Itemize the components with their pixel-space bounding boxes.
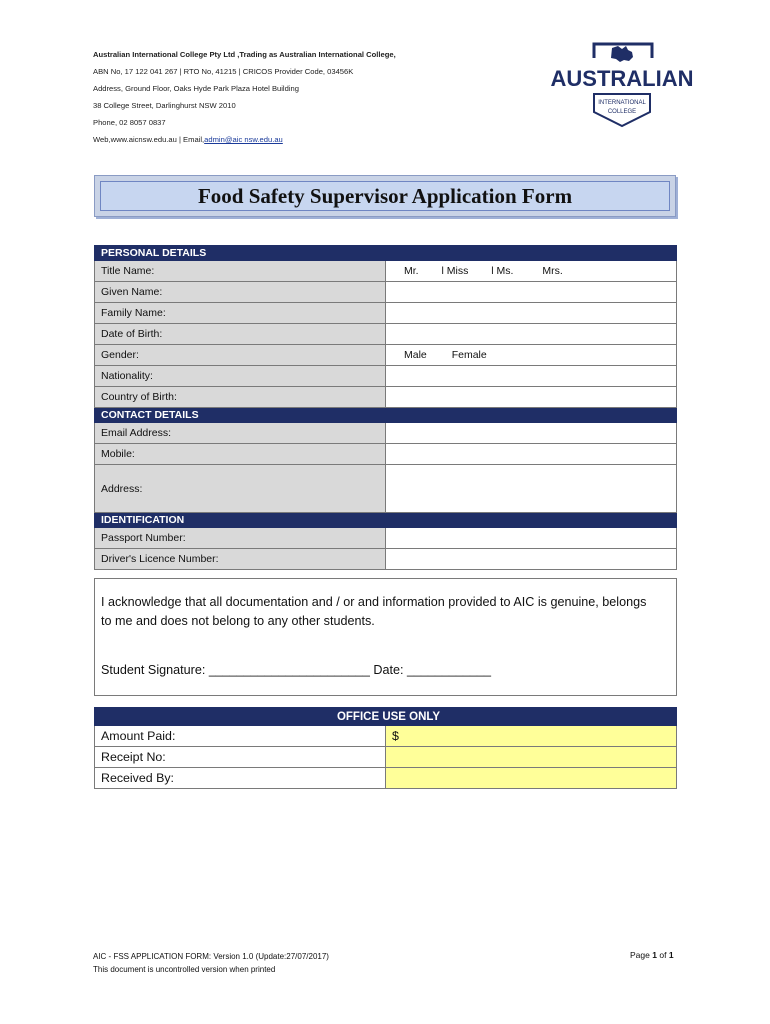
footer-version: AIC - FSS APPLICATION FORM: Version 1.0 (Update:27/07/2017) — [93, 952, 329, 961]
web-line — [93, 131, 396, 148]
email-link[interactable]: admin@aic nsw.edu.au — [204, 135, 283, 144]
title-option-ms[interactable]: l Ms. — [491, 265, 514, 277]
form-title-inner — [100, 181, 670, 211]
street-line: 38 College Street, Darlinghurst NSW 2010 — [93, 101, 236, 110]
office-use-table — [94, 707, 677, 789]
address-line: Address, Ground Floor, Oaks Hyde Park Plaza Hotel Building — [93, 84, 299, 93]
email-field[interactable] — [386, 423, 677, 444]
logo-sub-text-1: INTERNATIONAL — [598, 100, 646, 106]
address-field[interactable] — [386, 465, 677, 513]
email-label: Email Address: — [95, 423, 386, 444]
acknowledgement-box — [94, 578, 677, 696]
logo-main-text: AUSTRALIAN — [550, 66, 694, 91]
received-by-field[interactable] — [386, 768, 677, 789]
logo-sub-text-2: COLLEGE — [607, 109, 637, 115]
acknowledgement-text-1: I acknowledge that all documentation and / or and information provided to AIC is genuine, belongs — [101, 595, 647, 609]
passport-label: Passport Number: — [95, 528, 386, 549]
form-title: Food Safety Supervisor Application Form — [197, 183, 573, 208]
gender-option-female[interactable]: Female — [451, 349, 487, 361]
page-total: 1 — [668, 950, 674, 960]
country-birth-field[interactable] — [386, 387, 677, 408]
family-name-label: Family Name: — [95, 303, 386, 324]
footer-info — [93, 950, 329, 976]
company-name: Australian International College Pty Ltd ,Trading as Australian International College, — [93, 50, 396, 59]
receipt-no-label: Receipt No: — [95, 747, 386, 768]
gender-label: Gender: — [95, 345, 386, 366]
abn-line: ABN No, 17 122 041 267 | RTO No, 41215 | CRICOS Provider Code, 03456K — [93, 67, 354, 76]
section-contact: CONTACT DETAILS — [95, 408, 677, 423]
mobile-field[interactable] — [386, 444, 677, 465]
dob-label: Date of Birth: — [95, 324, 386, 345]
section-personal: PERSONAL DETAILS — [95, 246, 677, 261]
page-prefix: Page — [630, 950, 650, 960]
address-label: Address: — [95, 465, 386, 513]
nationality-label: Nationality: — [95, 366, 386, 387]
given-name-label: Given Name: — [95, 282, 386, 303]
given-name-field[interactable] — [386, 282, 677, 303]
web-text: Web,www.aicnsw.edu.au | Email, — [93, 135, 205, 144]
title-label: Title Name: — [95, 261, 386, 282]
receipt-no-field[interactable] — [386, 747, 677, 768]
details-table — [94, 245, 677, 570]
australia-map-icon — [611, 46, 633, 62]
college-logo — [544, 42, 700, 128]
licence-label: Driver's Licence Number: — [95, 549, 386, 570]
title-option-miss[interactable]: l Miss — [441, 265, 469, 277]
gender-option-male[interactable]: Male — [404, 349, 427, 361]
page-of: of — [659, 950, 667, 960]
nationality-field[interactable] — [386, 366, 677, 387]
phone-line: Phone, 02 8057 0837 — [93, 118, 166, 127]
passport-field[interactable] — [386, 528, 677, 549]
title-options — [386, 261, 677, 282]
licence-field[interactable] — [386, 549, 677, 570]
office-use-heading: OFFICE USE ONLY — [95, 708, 677, 726]
header-info — [93, 46, 396, 148]
amount-paid-label: Amount Paid: — [95, 726, 386, 747]
signature-line[interactable]: Student Signature: _______________________ Date: ____________ — [101, 663, 492, 677]
section-identification: IDENTIFICATION — [95, 513, 677, 528]
mobile-label: Mobile: — [95, 444, 386, 465]
amount-paid-field[interactable]: $ — [386, 726, 677, 747]
page-current: 1 — [652, 950, 657, 960]
country-birth-label: Country of Birth: — [95, 387, 386, 408]
dob-field[interactable] — [386, 324, 677, 345]
form-title-box — [94, 175, 676, 217]
acknowledgement-text-2: to me and does not belong to any other students. — [101, 614, 375, 628]
family-name-field[interactable] — [386, 303, 677, 324]
page-number — [630, 950, 674, 960]
gender-options — [386, 345, 677, 366]
title-option-mrs[interactable]: Mrs. — [542, 265, 563, 277]
received-by-label: Received By: — [95, 768, 386, 789]
title-option-mr[interactable]: Mr. — [404, 265, 419, 277]
footer-note: This document is uncontrolled version when printed — [93, 965, 276, 974]
